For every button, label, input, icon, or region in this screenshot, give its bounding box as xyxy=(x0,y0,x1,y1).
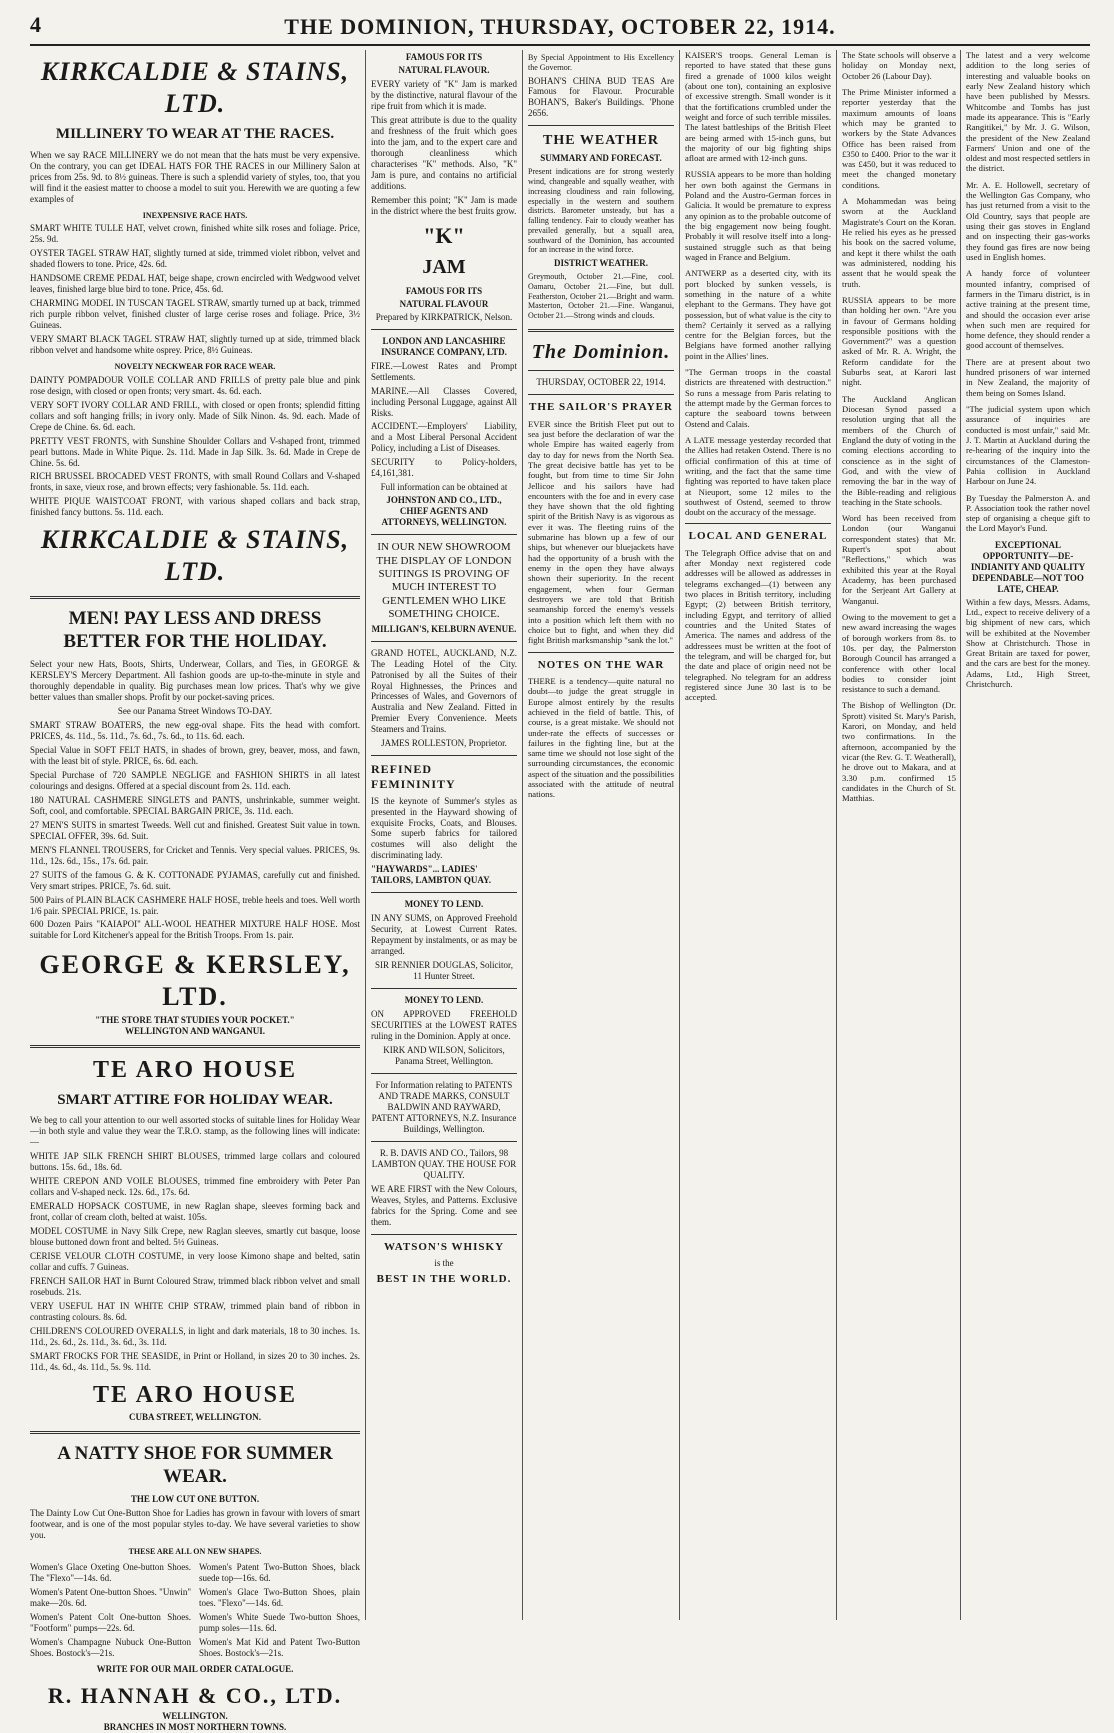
divider xyxy=(30,596,360,599)
k-jam-natural: NATURAL FLAVOUR. xyxy=(398,64,490,75)
hannah-brand: R. HANNAH & CO., LTD. xyxy=(47,1682,343,1708)
newspaper-title: THE DOMINION, THURSDAY, OCTOBER 22, 1914. xyxy=(284,14,836,39)
column-news-3 xyxy=(842,50,956,1620)
weather-text: Present indications are for strong westerly wind, changeable and squally weather, with increasing cloudiness and rain following, especially in the western and southern districts. Barometer unsteady, but has a falling tendency. Fair to cloudy weather has prevailed generally, but a squall area, southward of the Dominion, has accounted for an increase in the wind force. xyxy=(528,167,674,255)
men-item: 180 NATURAL CASHMERE SINGLETS and PANTS, unshrinkable, summer weight. Soft, cool, and comfortable. SPECIAL BARGAIN PRICE, 3s. 11d. each. xyxy=(30,794,360,816)
shoe-item: Women's Patent Two-Button Shoes, black suede top—16s. 6d. xyxy=(199,1561,360,1583)
money2-heading: MONEY TO LEND. xyxy=(404,995,484,1006)
insurance-agent: JOHNSTON AND CO., LTD., CHIEF AGENTS AND ATTORNEYS, WELLINGTON. xyxy=(381,495,507,528)
millinery-intro: When we say RACE MILLINERY we do not mean that the hats must be very expensive. On the contrary, you can get IDEAL HATS FOR THE RACES in our Millinery Salon at prices from 25s. 9d. to 8½ guineas. There is such a splendid variety of styles, too, that you will find it the easiest matter to choose a model to suit you. Herewith we are quoting a few examples of xyxy=(30,149,360,204)
hannah-location: WELLINGTON. xyxy=(162,1711,228,1722)
opportunity-heading: EXCEPTIONAL OPPORTUNITY—DE-INDIANITY AND QUALITY DEPENDABLE—NOT TOO LATE, CHEAP. xyxy=(970,539,1086,594)
te-aro-intro: We beg to call your attention to our well assorted stocks of suitable lines for Holiday Wear—in both style and value they wear the T.R.O. stamp, as the following lines will indicate:— xyxy=(30,1115,360,1148)
divider xyxy=(371,755,517,756)
te-aro-item: WHITE JAP SILK FRENCH SHIRT BLOUSES, trimmed large collars and coloured buttons. 15s. 6d., 18s. 6d. xyxy=(30,1151,360,1173)
news-paragraph: Mr. A. E. Hollowell, secretary of the Wellington Gas Company, who has just returned from a visit to the Old Country, says that people are using their gas stoves in England and on inspecting their gas-works they found gas fires are now being used in English homes. xyxy=(966,179,1090,262)
german-text: "The German troops in the coastal districts are threatened with destruction." So runs a message from Paris relating to the attempt made by the German forces to capture the seaboard towns between Ostend and Calais. xyxy=(685,367,831,429)
men-heading: MEN! PAY LESS AND DRESS BETTER FOR THE HOLIDAY. xyxy=(63,607,327,652)
refined-heading: REFINED FEMININITY xyxy=(371,762,456,791)
watson-best: BEST IN THE WORLD. xyxy=(376,1272,512,1285)
news-paragraph: Word has been received from London (our Wanganui correspondent states) that Mr. Rupert's spot about "Reflections," which was exhibited this year at the Royal Academy, has been purchased for the Serjeant Art Gallery at Wanganui. xyxy=(842,513,956,606)
kirkcaldie-title-2: KIRKCALDIE & STAINS, LTD. xyxy=(40,525,350,587)
neckwear-item: RICH BRUSSEL BROCADED VEST FRONTS, with small Round Collars and V-shaped fronts, in saxe, vieux rose, and brown effects; very fashionable. 5s. 11d. each. xyxy=(30,471,360,493)
k-jam-text: EVERY variety of "K" Jam is marked by the distinctive, natural flavour of the ripe fruit from which it is made. xyxy=(371,78,517,111)
divider xyxy=(371,329,517,330)
column-news-2 xyxy=(685,50,831,1620)
news-paragraph: The Bishop of Wellington (Dr. Sprott) visited St. Mary's Parish, Karori, on Monday, and held two confirmations. In the afternoon, accompanied by the vicar (the Rev. G. T. Weatherall), he drove out to Makara, and at 3.30 p.m. confirmed 15 candidates in the Church of St. Matthias. xyxy=(842,700,956,804)
column-news-1 xyxy=(528,50,674,1620)
news-paragraph: By Tuesday the Palmerston A. and P. Association took the rather novel step of organising a cheque gift to the Lord Mayor's Fund. xyxy=(966,492,1090,534)
watson-is: is the xyxy=(434,1257,454,1268)
te-aro-item: MODEL COSTUME in Navy Silk Crepe, new Raglan sleeves, smartly cut basque, loose blouse buttoned down front and belted. 5½ Guineas. xyxy=(30,1226,360,1248)
news-paragraph: There are at present about two hundred prisoners of war interned in New Zealand, the majority of them being on Somes Island. xyxy=(966,356,1090,398)
men-item: SMART STRAW BOATERS, the new egg-oval shape. Fits the head with comfort. PRICES, 4s. 11d., 5s. 11d., 7s. 6d., 7s. 6d., to 11s. 6d. each. xyxy=(30,719,360,741)
te-aro-item: CERISE VELOUR CLOTH COSTUME, in very loose Kimono shape and belted, satin collar and cuffs. 7 Guineas. xyxy=(30,1251,360,1272)
insurance-fire: FIRE.—Lowest Rates and Prompt Settlements. xyxy=(371,360,517,382)
news-paragraph: The Auckland Anglican Diocesan Synod passed a resolution urging that all the members of the Church of England the duty of voting in the coming elections according to conscience as in the sight of God, and with the view of removing the bar in the way of the Bible-reading and religious teaching in the State schools. xyxy=(842,393,956,507)
divider xyxy=(528,125,674,126)
george-kersley-brand: GEORGE & KERSLEY, LTD. xyxy=(39,950,351,1012)
dominion-date: THURSDAY, OCTOBER 22, 1914. xyxy=(536,377,666,388)
shoe-heading: A NATTY SHOE FOR SUMMER WEAR. xyxy=(57,1442,333,1488)
te-aro-title-2: TE ARO HOUSE xyxy=(92,1381,298,1408)
watson-heading: WATSON'S WHISKY xyxy=(383,1240,505,1253)
divider xyxy=(371,988,517,989)
insurance-info: Full information can be obtained at xyxy=(380,482,508,493)
news-paragraph: "The judicial system upon which assurance of inquiries are conducted is most unfair," said Mr. J. T. Martin at Auckland during the re-hearing of the inquiry into the circumstances of the Clameston-Pahia collision in Auckland Harbour on June 24. xyxy=(966,404,1090,487)
prayer-text: EVER since the British Fleet put out to sea just before the declaration of war the whole Empire has waited eagerly from day to day for news from the North Sea. The great decisive battle has yet to be fought, but from time to time Sir John Jellicoe and his sailors have had encounters with the foe and in every case they have shown that the old fighting spirit of the British Navy is as vigorous as ever it was. The fleeting ruins of the submarine has blown up a few of our ships, but whenever our bluejackets have had the opportunity of a brush with the enemy in the open they have always shown their superiority. In the recent engagement, when four German destroyers we are told that British seamanship forced the enemy's vessels into a position which left them with no choice but to fight, and when they did fight British marksmanship "sank the lot." xyxy=(528,418,674,646)
money-text: IN ANY SUMS, on Approved Freehold Security, at Lowest Current Rates. Repayment by instalments, or as may be arranged. xyxy=(371,913,517,957)
neckwear-item: DAINTY POMPADOUR VOILE COLLAR AND FRILLS of pretty pale blue and pink rose design, with closed or open fronts; very smart. 4s. 6d. each. xyxy=(30,374,360,396)
shoe-subheading: THE LOW CUT ONE BUTTON. xyxy=(130,1494,260,1505)
shoe-item: Women's Mat Kid and Patent Two-Button Shoes. Bostock's—21s. xyxy=(199,1636,360,1658)
divider xyxy=(528,370,674,371)
hat-item: CHARMING MODEL IN TUSCAN TAGEL STRAW, smartly turned up at back, trimmed rich purple ribbon velvet, finished cluster of large cerise roses and foliage. Price, 3½ Guineas. xyxy=(30,298,360,331)
column-advertisements-2 xyxy=(371,50,517,1620)
men-item: Special Purchase of 720 SAMPLE NEGLIGE and FASHION SHIRTS in all latest colourings and designs. Offered at a special discount from 2s. 11d. each. xyxy=(30,769,360,791)
neckwear-item: WHITE PIQUE WAISTCOAT FRONT, with various shaped collars and back strap, finished fancy buttons. 5s. 11d. each. xyxy=(30,496,360,518)
news-paragraph: Within a few days, Messrs. Adams, Ltd., expect to receive delivery of a big shipment of new cars, which will be exhibited at the November Show at Christchurch. Those in Great Britain are taxed for power, and the cars are best for the money. Adams, Ltd., High Street, Christchurch. xyxy=(966,596,1090,690)
money2-text: ON APPROVED FREEHOLD SECURITIES at the LOWEST RATES ruling in the Dominion. Apply at once. xyxy=(371,1009,517,1041)
kaiser-text: KAISER'S troops. General Leman is reported to have stated that these guns fired a grenade of 1000 kilos weight (about one ton), containing an explosive of excessive strength. Small wonder is it that the fortifications crumbled under the weight and force of such terrible missiles. The latest battleships of the British Fleet are being armed with 15-inch guns, but the majority of our big fighting ships afloat are armed with 12-inch guns. xyxy=(685,50,831,164)
divider xyxy=(30,1431,360,1434)
hat-item: VERY SMART BLACK TAGEL STRAW HAT, slightly turned up at side, trimmed black ribbon velvet and handsome white osprey. Price, 8½ Guineas. xyxy=(30,334,360,356)
news-paragraph: The State schools will observe a holiday on Monday next, October 26 (Labour Day). xyxy=(842,50,956,81)
men-item: 500 Pairs of PLAIN BLACK CASHMERE HALF HOSE, treble heels and toes. Well worth 1/6 pair. SPECIAL PRICE, 1s. pair. xyxy=(30,894,360,916)
column-advertisements-1 xyxy=(30,50,360,1733)
district-heading: DISTRICT WEATHER. xyxy=(553,258,649,269)
neckwear-item: VERY SOFT IVORY COLLAR AND FRILL, with closed or open fronts; splendid fitting collars and soft hanging frills; in ivory only. Made of Silk Ninon. 4s. 9d. each. Made of Crepe de Chine. 6s. 6d. each. xyxy=(30,399,360,432)
inexpensive-heading: INEXPENSIVE RACE HATS. xyxy=(142,210,248,220)
news-paragraph: A Mohammedan was being sworn at the Auckland Magistrate's Court on the Koran. He relied his eyes as he pressed his book on the sacred volume, and kept it there whilst the oath was administered, nodding his assent that he would speak the truth. xyxy=(842,196,956,289)
money-heading: MONEY TO LEND. xyxy=(404,899,484,910)
money-name: SIR RENNIER DOUGLAS, Solicitor, 11 Hunter Street. xyxy=(375,960,513,982)
notes-heading: NOTES ON THE WAR xyxy=(537,658,665,671)
weather-heading: THE WEATHER xyxy=(543,133,659,149)
k-jam-famous-2: FAMOUS FOR ITS xyxy=(405,285,483,296)
refined-text: IS the keynote of Summer's styles as presented in the Hayward showing of exquisite Frocks, Coats, and Blouses. Some superb fabrics for tailored costumes will also delight the discriminating lady. xyxy=(371,795,517,861)
neckwear-heading: NOVELTY NECKWEAR FOR RACE WEAR. xyxy=(114,361,276,371)
kirkcaldie-title: KIRKCALDIE & STAINS, LTD. xyxy=(40,57,350,118)
davis-text: R. B. DAVIS AND CO., Tailors, 98 LAMBTON QUAY. THE HOUSE FOR QUALITY. xyxy=(371,1147,517,1180)
grand-hotel-text: GRAND HOTEL, AUCKLAND, N.Z. The Leading Hotel of the City. Patronised by all the Suites of their Royal Highnesses, the Princes and Princesses of Wales, and Governors of Australia and New Zealand. Fitted in Premier Every Convenience. Meets Steamers and Trains. xyxy=(371,647,517,735)
shoe-item: Women's Glace Oxeting One-button Shoes. The "Flexo"—14s. 6d. xyxy=(30,1561,191,1583)
divider xyxy=(528,394,674,395)
millinery-heading: MILLINERY TO WEAR AT THE RACES. xyxy=(55,126,335,143)
news-paragraph: Owing to the movement to get a new award increasing the wages of borough workers from 8s. to 10s. per day, the Palmerston Borough Council has arranged a conference with other local bodies to consider joint resistance to such a demand. xyxy=(842,611,956,695)
shoe-item: Women's Patent Colt One-button Shoes. "Footform" pumps—22s. 6d. xyxy=(30,1611,191,1633)
men-see-windows: See our Panama Street Windows TO-DAY. xyxy=(117,706,273,717)
column-divider xyxy=(960,50,961,1620)
column-divider xyxy=(522,50,523,1620)
k-jam-text: This great attribute is due to the quality and freshness of the fruit which goes into the jam, and to the expert care and thorough cleanliness which characterises "K" methods. Also, "K" Jam is pure, and contains no artificial additions. xyxy=(371,114,517,191)
te-aro-address: CUBA STREET, WELLINGTON. xyxy=(128,1411,262,1422)
davis-text-2: WE ARE FIRST with the New Colours, Weaves, Styles, and Patterns. Exclusive fabrics for the Spring. Come and see them. xyxy=(371,1183,517,1227)
te-aro-item: FRENCH SAILOR HAT in Burnt Coloured Straw, trimmed black ribbon velvet and small rosebuds. 21s. xyxy=(30,1275,360,1297)
shoe-intro: The Dainty Low Cut One-Button Shoe for Ladies has grown in favour with lovers of smart footwear, and is one of the most popular styles to-day. We have several varieties to show you. xyxy=(30,1508,360,1541)
money2-name: KIRK AND WILSON, Solicitors, Panama Street, Wellington. xyxy=(383,1044,505,1066)
column-divider xyxy=(365,50,366,1620)
men-item: MEN'S FLANNEL TROUSERS, for Cricket and Tennis. Very special values. PRICES, 9s. 11d., 12s. 6d., 15s., 17s. 6d. pair. xyxy=(30,844,360,866)
shoe-list-heading: THESE ARE ALL ON NEW SHAPES. xyxy=(128,1547,262,1557)
notes-text: THERE is a tendency—quite natural no doubt—to judge the great struggle in Europe almost entirely by the results achieved in the field of battle. This, of course, is a great mistake. We should not under-rate the effects of successes or failures in the fighting line, but at the same time we should not lose sight of the surrounding circumstances, the economic aspect of the situation and the possibilities associated with the attitude of neutral nations. xyxy=(528,675,674,800)
k-jam-logo: "K" xyxy=(423,222,465,248)
hannah-branches: BRANCHES IN MOST NORTHERN TOWNS. xyxy=(103,1722,287,1733)
men-item: Special Value in SOFT FELT HATS, in shades of brown, grey, beaver, moss, and fawn, with the least bit of style. PRICE, 6s. 6d. each. xyxy=(30,744,360,766)
k-jam-prepared: Prepared by KIRKPATRICK, Nelson. xyxy=(375,311,513,322)
news-paragraph: RUSSIA appears to be more than holding her own. "Are you in favour of Germans holding responsible positions with the Government?" was a question asked of Mr. R. A. Wright, the Reform candidate for the Suburbs seat, at Karori last night. xyxy=(842,294,956,388)
shoe-mail-order: WRITE FOR OUR MAIL ORDER CATALOGUE. xyxy=(96,1663,294,1674)
local-text: The Telegraph Office advise that on and after Monday next registered code addresses will be allowed as addresses in telegrams exchanged—(1) between any two places in British territory, including Egypt; (2) between British territory, including Egypt, and territory of allied countries and the United States of America. The names and address of the addressees must be written at the foot of the telegram, and will be charged for, but the date and place of origin need not be telegraphed. No telegram for an address registered since June 30 last is to be accepted. xyxy=(685,547,831,703)
antwerp-text: ANTWERP as a deserted city, with its port blocked by sunken vessels, is something in the nature of a white elephant to the Germans. They have got possession, but of what value is the city to them? Certainly it served as a rallying centre for the Belgian forces, but the Belgians have formed another rallying point in the Allies' lines. xyxy=(685,268,831,361)
divider xyxy=(371,1141,517,1142)
insurance-title: LONDON AND LANCASHIRE INSURANCE COMPANY, LTD. xyxy=(381,335,507,357)
men-intro: Select your new Hats, Boots, Shirts, Underwear, Collars, and Ties, in GEORGE & KERSLEY'S Mercery Department. All fashion goods are up-to-the-minute in style and thoroughly dependable in quality. Big purchases mean low prices. That's why we give better values than smaller shops. Profit by our pocket-saving prices. xyxy=(30,659,360,703)
masthead xyxy=(30,12,1090,42)
shoe-list xyxy=(30,1559,360,1662)
george-kersley-location: WELLINGTON AND WANGANUI. xyxy=(125,1025,265,1036)
grand-hotel-owner: JAMES ROLLESTON, Proprietor. xyxy=(381,738,507,749)
milligan-name: MILLIGAN'S, KELBURN AVENUE. xyxy=(371,623,517,634)
divider xyxy=(528,329,674,332)
local-heading: LOCAL AND GENERAL xyxy=(688,530,828,543)
district-text: Greymouth, October 21.—Fine, cool. Oamaru, October 21.—Fine, but dull. Featherston, October 21.—Bright and warm. Masterton, October 21.—Fine. Wanganui, October 21.—Strong winds and clouds. xyxy=(528,272,674,321)
shoe-item: Women's Patent One-button Shoes. "Unwin" make—20s. 6d. xyxy=(30,1586,191,1608)
neckwear-item: PRETTY VEST FRONTS, with Sunshine Shoulder Collars and V-shaped front, trimmed pearl buttons. Made in White Pique. 2s. 11d. Made in Jap Silk. 3s. 6d. Made in Crepe de Chine. 5s. 6d. xyxy=(30,435,360,468)
divider xyxy=(371,1234,517,1235)
divider xyxy=(371,892,517,893)
divider xyxy=(685,523,831,524)
te-aro-item: EMERALD HOPSACK COSTUME, in new Raglan shape, sleeves forming back and front, collar of cream cloth, belted at waist. 105s. xyxy=(30,1201,360,1223)
column-divider xyxy=(836,50,837,1620)
russia-text: RUSSIA appears to be more than holding her own both against the Germans in Poland and the Austro-German forces in Galicia. It would be premature to express any opinion as to the probable outcome of the big engagement now being fought. Probably it will resolve itself into a long-sustained struggle such as that being waged in France and Belgium. xyxy=(685,169,831,262)
news-paragraph: A handy force of volunteer mounted infantry, comprised of farmers in the Timaru district, is in active training at the present time, and should the occasion ever arise when such men are required for home defence, they should render a good account of themselves. xyxy=(966,268,1090,351)
insurance-marine: MARINE.—All Classes Covered, including Personal Luggage, against All Risks. xyxy=(371,385,517,418)
news-paragraph: The Prime Minister informed a reporter yesterday that the maximum amounts of loans which may be granted to workers by the State Advances Office has been raised from £350 to £400. Prior to the war it was £450, but it was reduced to meet the changed monetary conditions. xyxy=(842,86,956,190)
divider xyxy=(371,534,517,535)
k-jam-text: Remember this point; "K" Jam is made in the district where the best fruits grow. xyxy=(371,194,517,216)
k-jam-natural-2: NATURAL FLAVOUR xyxy=(399,298,489,309)
te-aro-item: VERY USEFUL HAT IN WHITE CHIP STRAW, trimmed plain band of ribbon in contrasting colours. 8s. 6d. xyxy=(30,1300,360,1322)
te-aro-title: TE ARO HOUSE xyxy=(92,1056,298,1083)
late-text: A LATE message yesterday recorded that the Allies had retaken Ostend. There is no official confirmation of this at time of writing, and the fact that the same time fighting was reported to have taken place at Nieuport, some 12 miles to the southwest of Ostend, seemed to throw doubt on the accuracy of the message. xyxy=(685,434,831,518)
shoe-item: Women's Glace Two-Button Shoes, plain toes. "Flexo"—14s. 6d. xyxy=(199,1586,360,1608)
k-jam-famous: FAMOUS FOR ITS xyxy=(405,52,483,62)
milligan-text: IN OUR NEW SHOWROOM THE DISPLAY OF LONDON SUITINGS IS PROVING OF MUCH INTEREST TO GENTLEMEN WHO LIKE SOMETHING CHOICE. xyxy=(376,541,512,621)
divider xyxy=(371,641,517,642)
divider xyxy=(30,1045,360,1048)
weather-subheading: SUMMARY AND FORECAST. xyxy=(540,153,662,164)
column-divider xyxy=(679,50,680,1620)
divider xyxy=(528,652,674,653)
men-item: 27 SUITS of the famous G. & K. COTTONADE PYJAMAS, carefully cut and finished. Very smart stripes. PRICE, 7s. 6d. suit. xyxy=(30,869,360,891)
men-item: 27 MEN'S SUITS in smartest Tweeds. Well cut and finished. Greatest Suit value in town. SPECIAL OFFER, 39s. 6d. Suit. xyxy=(30,819,360,841)
patents-text: For Information relating to PATENTS AND TRADE MARKS, CONSULT BALDWIN AND RAYWARD, PATENT ATTORNEYS, N.Z. Insurance Buildings, Wellington. xyxy=(371,1079,517,1134)
masthead-rule xyxy=(30,44,1090,46)
column-news-4 xyxy=(966,50,1090,1620)
appointment-text: By Special Appointment to His Excellency the Governor. xyxy=(528,53,674,72)
prayer-heading: THE SAILOR'S PRAYER xyxy=(529,401,673,414)
divider xyxy=(371,1073,517,1074)
insurance-security: SECURITY to Policy-holders, £4,161,381. xyxy=(371,457,517,479)
hat-item: SMART WHITE TULLE HAT, velvet crown, finished white silk roses and foliage. Price, 25s. 9d. xyxy=(30,223,360,245)
te-aro-item: CHILDREN'S COLOURED OVERALLS, in light and dark materials, 18 to 30 inches. 1s. 11d., 2s. 6d., 2s. 11d., 3s. 6d., 3s. 11d. xyxy=(30,1325,360,1347)
news-paragraph: The latest and a very welcome addition to the long series of interesting and valuable books on early New Zealand history which have been published by Messrs. Whitcombe and Tombs has just made its appearance. This is "Early Rangitikei," by Mr. J. G. Wilson, the president of the New Zealand Farmers' Union and one of the oldest and most respected settlers in the district. xyxy=(966,50,1090,174)
te-aro-heading: SMART ATTIRE FOR HOLIDAY WEAR. xyxy=(57,1092,333,1109)
hat-item: OYSTER TAGEL STRAW HAT, slightly turned at side, trimmed violet ribbon, velvet and shaded flowers to tone. Price, 42s. 6d. xyxy=(30,248,360,270)
insurance-accident: ACCIDENT.—Employers' Liability, and a Most Liberal Personal Accident Policy, including a List of Diseases. xyxy=(371,421,517,454)
shoe-item: Women's Champagne Nubuck One-Button Shoes. Bostock's—21s. xyxy=(30,1636,191,1658)
dominion-title: The Dominion. xyxy=(531,340,671,363)
hat-item: HANDSOME CREME PEDAL HAT, beige shape, crown encircled with Wedgwood velvet leaves, finished large blue bird to tone. Price, 45s. 6d. xyxy=(30,273,360,295)
te-aro-item: WHITE CREPON AND VOILE BLOUSES, trimmed fine embroidery with Peter Pan collars and V-shaped neck. 12s. 6d., 17s. 6d. xyxy=(30,1176,360,1198)
page-number: 4 xyxy=(30,12,41,37)
haywards-name: "HAYWARDS"... LADIES' TAILORS, LAMBTON QUAY. xyxy=(371,864,492,886)
k-jam-jam: JAM xyxy=(422,256,466,279)
men-item: 600 Dozen Pairs "KAIAPOI" ALL-WOOL HEATHER MIXTURE HALF HOSE. Most suitable for Lord Kitchener's appeal for the British Troops. From 1s. pair. xyxy=(30,919,360,941)
shoe-item: Women's White Suede Two-button Shoes, pump soles—11s. 6d. xyxy=(199,1611,360,1633)
te-aro-item: SMART FROCKS FOR THE SEASIDE, in Print or Holland, in sizes 20 to 30 inches. 2s. 11d., 4s. 6d., 4s. 11d., 5s. 9s. 11d. xyxy=(30,1350,360,1372)
george-kersley-tagline: "THE STORE THAT STUDIES YOUR POCKET." xyxy=(95,1014,295,1025)
bohan-text: BOHAN'S CHINA BUD TEAS Are Famous for Flavour. Procurable BOHAN'S, Baker's Buildings. 'Phone 2656. xyxy=(528,75,674,119)
